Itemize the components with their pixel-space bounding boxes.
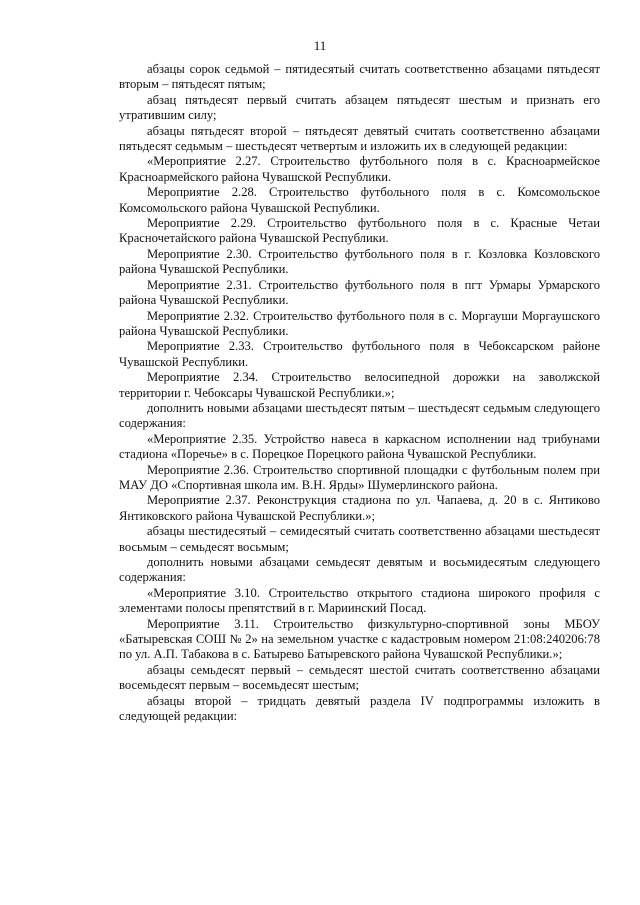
paragraph: абзацы семьдесят первый – семьдесят шестой считать соответственно абзацами восемьдесят первым – восемьдесят шестым; [119,662,600,693]
paragraph: «Мероприятие 2.35. Устройство навеса в каркасном исполнении над трибунами стадиона «Поречье» в с. Порецкое Порецкого района Чувашской Республики. [119,431,600,462]
paragraph: Мероприятие 2.32. Строительство футбольного поля в с. Моргауши Моргаушского района Чувашской Республики. [119,308,600,338]
document-body [119,62,600,724]
paragraph: Мероприятие 2.30. Строительство футбольного поля в г. Козловка Козловского района Чувашской Республики. [119,246,600,277]
paragraph: Мероприятие 2.29. Строительство футбольного поля в с. Красные Четаи Красночетайского района Чувашской Республики. [119,216,600,246]
paragraph: Мероприятие 3.11. Строительство физкультурно-спортивной зоны МБОУ «Батыревская СОШ № 2» на земельном участке с кадастровым номером 21:08:240206:78 по ул. А.П. Табакова в с. Батырево Батыревского района Чувашской Республики.»; [119,616,600,662]
paragraph: абзацы пятьдесят второй – пятьдесят девятый считать соответственно абзацами пятьдесят седьмым – шестьдесят четвертым и изложить их в следующей редакции: [119,123,600,154]
paragraph: Мероприятие 2.31. Строительство футбольного поля в пгт Урмары Урмарского района Чувашской Республики. [119,277,600,308]
paragraph: «Мероприятие 3.10. Строительство открытого стадиона широкого профиля с элементами полосы препятствий в г. Мариинский Посад. [119,585,600,616]
paragraph: абзац пятьдесят первый считать абзацем пятьдесят шестым и признать его утратившим силу; [119,92,600,123]
paragraph: абзацы шестидесятый – семидесятый считать соответственно абзацами шестьдесят восьмым – семьдесят восьмым; [119,524,600,554]
paragraph: Мероприятие 2.36. Строительство спортивной площадки с футбольным полем при МАУ ДО «Спортивная школа им. В.Н. Ярды» Шумерлинского района. [119,462,600,492]
paragraph: абзацы второй – тридцать девятый раздела IV подпрограммы изложить в следующей редакции: [119,693,600,724]
paragraph: Мероприятие 2.28. Строительство футбольного поля в с. Комсомольское Комсомольского района Чувашской Республики. [119,185,600,215]
paragraph: Мероприятие 2.33. Строительство футбольного поля в Чебоксарском районе Чувашской Республики. [119,339,600,369]
paragraph: Мероприятие 2.34. Строительство велосипедной дорожки на заволжской территории г. Чебоксары Чувашской Республики.»; [119,370,600,400]
page-number: 11 [313,38,327,53]
paragraph: дополнить новыми абзацами шестьдесят пятым – шестьдесят седьмым следующего содержания: [119,400,600,431]
paragraph: «Мероприятие 2.27. Строительство футбольного поля в с. Красноармейское Красноармейского района Чувашской Республики. [119,154,600,184]
paragraph: абзацы сорок седьмой – пятидесятый считать соответственно абзацами пятьдесят вторым – пятьдесят пятым; [119,62,600,92]
paragraph: Мероприятие 2.37. Реконструкция стадиона по ул. Чапаева, д. 20 в с. Янтиково Янтиковского района Чувашской Республики.»; [119,493,600,523]
paragraph: дополнить новыми абзацами семьдесят девятым и восьмидесятым следующего содержания: [119,555,600,585]
